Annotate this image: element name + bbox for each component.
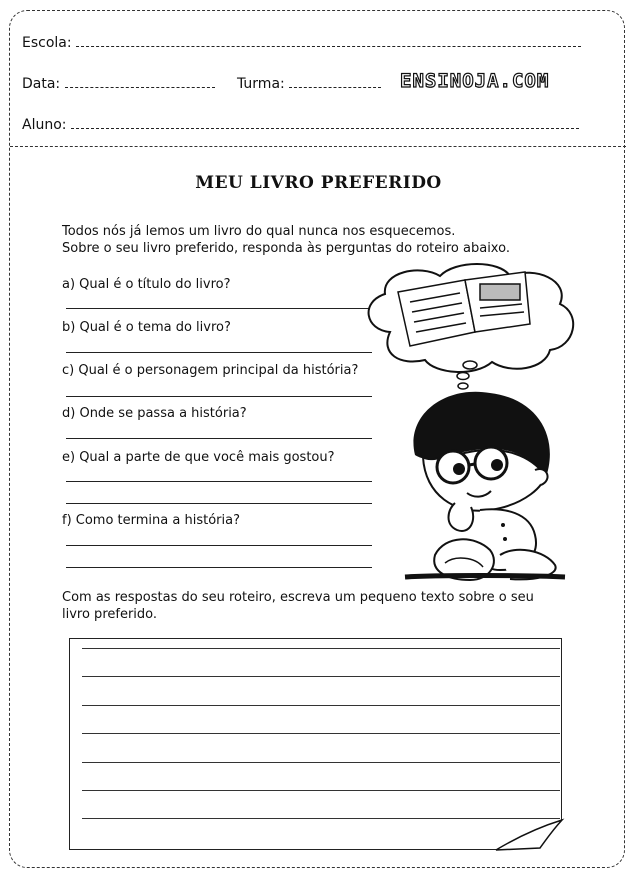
aluno-label: Aluno: [22,117,67,133]
writing-line[interactable] [82,676,560,677]
escola-label: Escola: [22,35,72,51]
turma-row [237,75,381,92]
book-thought-bubble-icon [360,262,580,392]
answer-line-e1[interactable] [66,481,372,482]
escola-field[interactable] [76,34,581,47]
question-e: e) Qual a parte de que você mais gostou? [62,450,335,465]
aluno-row [22,116,579,133]
writing-line[interactable] [82,762,560,763]
writing-line[interactable] [82,648,560,649]
writing-line[interactable] [82,818,560,819]
brand-logo: ENSINOJA.COM [400,70,550,92]
escola-row [22,34,581,51]
answer-line-a[interactable] [66,308,372,309]
answer-line-b[interactable] [66,352,372,353]
page-curl-icon [496,818,564,852]
question-f: f) Como termina a história? [62,513,240,528]
page-title: MEU LIVRO PREFERIDO [195,173,442,193]
answer-line-d[interactable] [66,438,372,439]
question-c: c) Qual é o personagem principal da história? [62,363,359,378]
answer-line-f2[interactable] [66,567,372,568]
data-field[interactable] [65,75,215,88]
data-label: Data: [22,76,61,92]
turma-label: Turma: [237,76,285,92]
closing-line-1: Com as respostas do seu roteiro, escreva um pequeno texto sobre o seu [62,590,534,605]
writing-line[interactable] [82,705,560,706]
writing-line[interactable] [82,733,560,734]
answer-line-f1[interactable] [66,545,372,546]
turma-field[interactable] [289,75,381,88]
thinking-boy-icon [395,385,575,585]
answer-line-c[interactable] [66,396,372,397]
closing-line-2: livro preferido. [62,607,158,622]
answer-line-e2[interactable] [66,503,372,504]
question-b: b) Qual é o tema do livro? [62,320,231,335]
data-row [22,75,215,92]
intro-line-2: Sobre o seu livro preferido, responda às perguntas do roteiro abaixo. [62,241,510,256]
writing-line[interactable] [82,790,560,791]
question-d: d) Onde se passa a história? [62,406,247,421]
intro-line-1: Todos nós já lemos um livro do qual nunca nos esquecemos. [62,224,456,239]
aluno-field[interactable] [71,116,579,129]
question-a: a) Qual é o título do livro? [62,277,231,292]
header-separator [10,146,626,147]
